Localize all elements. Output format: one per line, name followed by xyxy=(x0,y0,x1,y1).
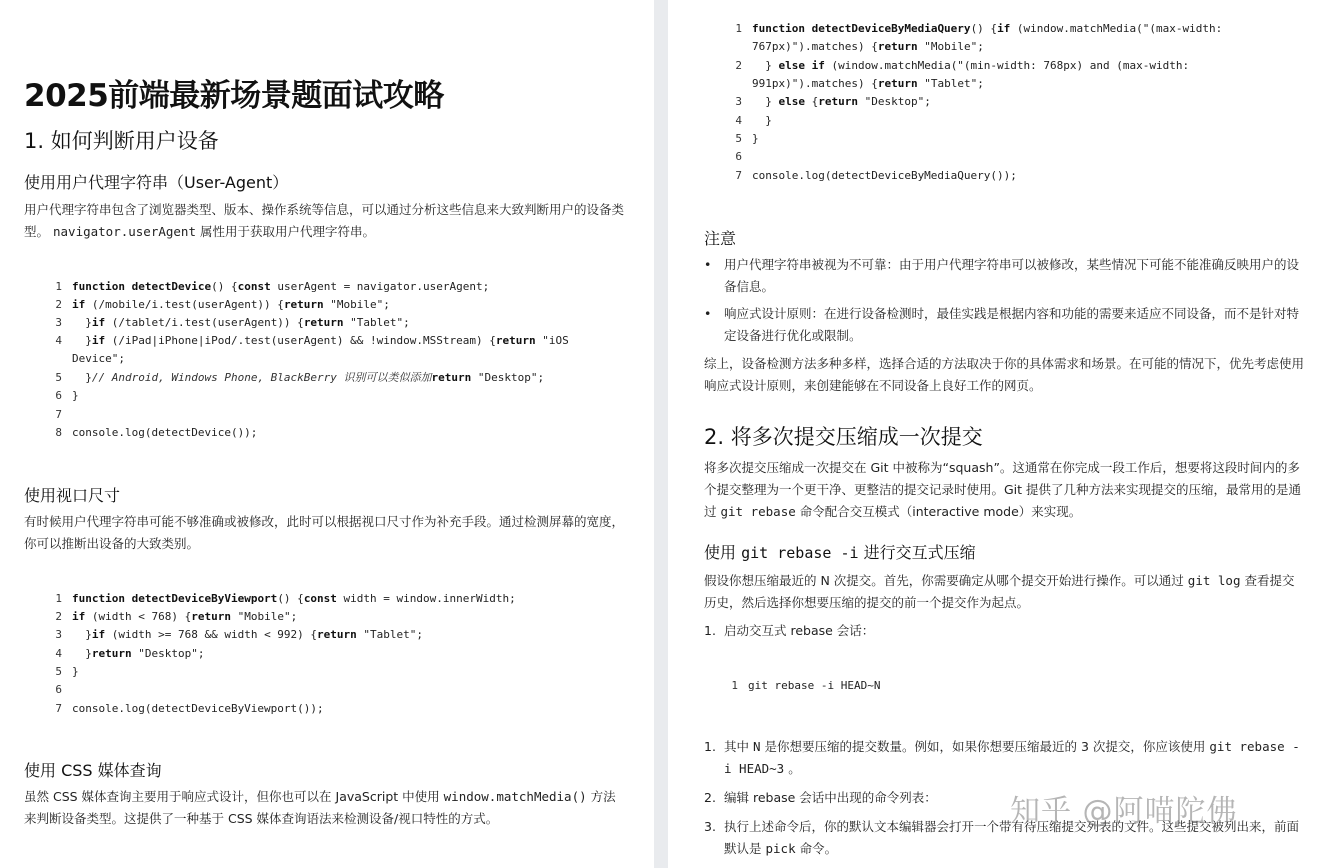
inline-code: window.matchMedia() xyxy=(443,789,587,804)
code-block-detect-device: 1 function detectDevice() {const userAgent = navigator.userAgent; 2 if (/mobile/i.test(userAgent)) {return "Mobile"; 3 }if (/tablet/i.test(userAgent)) {return "Tablet"; 4 }if (/iPad|iPhone|iPod/.test(userAgent) && !window.MSStream) {return "iOS Device"; 5 }// Android, Windows Phone, BlackBerry 识别可以类似添加return "Desktop"; 6 } 7 8 console.log(detectDevice()); xyxy=(55,280,569,439)
subheading-user-agent: 使用用户代理字符串（User-Agent） xyxy=(24,173,289,192)
code-block-detect-viewport: 1 function detectDeviceByViewport() {const width = window.innerWidth; 2 if (width < 768) {return "Mobile"; 3 }if (width >= 768 && width < 992) {return "Tablet"; 4 }return "Desktop"; 5 } 6 7 console.log(detectDeviceByViewport()); xyxy=(55,592,516,715)
paragraph-css-media-query: 虽然 CSS 媒体查询主要用于响应式设计，但你也可以在 JavaScript 中使用 window.matchMedia() 方法来判断设备类型。这提供了一种基于 CSS 媒体查询语法来检测设备/视口特性的方式。 xyxy=(24,789,616,826)
inline-code: git rebase -i xyxy=(741,544,859,562)
subheading-css-media-query: 使用 CSS 媒体查询 xyxy=(24,761,162,780)
subheading-git-rebase-interactive: 使用 git rebase -i 进行交互式压缩 xyxy=(704,543,976,562)
list-number: 2. xyxy=(704,790,716,805)
list-number: 1. xyxy=(704,623,716,638)
inline-code: N xyxy=(753,739,761,754)
note-bullet-item: • 用户代理字符串被视为不可靠：由于用户代理字符串可以被修改，某些情况下可能不能准确反映用户的设备信息。 xyxy=(704,254,1304,298)
paragraph-user-agent: 用户代理字符串包含了浏览器类型、版本、操作系统等信息，可以通过分析这些信息来大致判断用户的设备类型。 navigator.userAgent 属性用于获取用户代理字符串。 xyxy=(24,202,625,239)
ordered-list-item: 1. 启动交互式 rebase 会话： xyxy=(704,620,1304,642)
ordered-list-item: 2. 编辑 rebase 会话中出现的命令列表： xyxy=(704,787,1304,809)
paragraph-viewport: 有时候用户代理字符串可能不够准确或被修改，此时可以根据视口尺寸作为补充手段。通过检测屏幕的宽度，你可以推断出设备的大致类别。 xyxy=(24,514,625,551)
inline-code: navigator.userAgent xyxy=(53,224,196,239)
document-title: 2025前端最新场景题面试攻略 xyxy=(24,78,444,114)
inline-code: pick xyxy=(765,841,796,856)
code-block-git-rebase: 1 git rebase -i HEAD~N xyxy=(731,679,881,692)
ordered-list-item: 3. 执行上述命令后，你的默认文本编辑器会打开一个带有待压缩提交列表的文件。这些提交被列出来，前面默认是 pick 命令。 xyxy=(704,816,1304,860)
subheading-note: 注意 xyxy=(704,229,737,248)
bullet-dot: • xyxy=(704,306,712,321)
ordered-list-item: 1. 其中 N 是你想要压缩的提交数量。例如，如果你想要压缩最近的 3 次提交，你应该使用 git rebase -i HEAD~3 。 xyxy=(704,736,1304,780)
document-page-right xyxy=(668,0,1324,868)
inline-code: git rebase xyxy=(720,504,796,519)
bullet-dot: • xyxy=(704,257,712,272)
section-heading-git-squash: 2. 将多次提交压缩成一次提交 xyxy=(704,425,983,449)
inline-code: git log xyxy=(1187,573,1241,588)
inline-code: git rebase -i HEAD~3 xyxy=(724,739,1300,776)
section-heading-device-detection: 1. 如何判断用户设备 xyxy=(24,129,219,153)
paragraph-rebase-start: 假设你想压缩最近的 N 次提交。首先，你需要确定从哪个提交开始进行操作。可以通过 git log 查看提交历史，然后选择你想要压缩的提交的前一个提交作为起点。 xyxy=(704,573,1295,610)
document-page-left xyxy=(0,0,654,868)
paragraph-summary: 综上，设备检测方法多种多样，选择合适的方法取决于你的具体需求和场景。在可能的情况下，优先考虑使用响应式设计原则，来创建能够在不同设备上良好工作的网页。 xyxy=(704,356,1305,393)
list-number: 3. xyxy=(704,819,716,834)
note-bullet-item: • 响应式设计原则：在进行设备检测时，最佳实践是根据内容和功能的需要来适应不同设备，而不是针对特定设备进行优化或限制。 xyxy=(704,303,1304,347)
watermark-zhihu: 知乎 @阿喵陀佛 xyxy=(1010,794,1238,829)
subheading-viewport: 使用视口尺寸 xyxy=(24,486,121,505)
code-block-media-query: 1 function detectDeviceByMediaQuery() {if (window.matchMedia("(max-width: 767px)").matches) {return "Mobile"; 2 } else if (window.matchMedia("(min-width: 768px) and (max-width: 991px)").matches) {return "Tablet"; 3 } else {return "Desktop"; 4 } 5 } 6 7 console.log(detectDeviceByMediaQuery()); xyxy=(735,22,1223,182)
list-number: 1. xyxy=(704,739,716,754)
paragraph-squash-intro: 将多次提交压缩成一次提交在 Git 中被称为“squash”。这通常在你完成一段工作后，想要将这段时间内的多个提交整理为一个更干净、更整洁的提交记录时使用。Git 提供了几种方法来实现提交的压缩，最常用的是通过 git rebase 命令配合交互模式（interactive mode）来实现。 xyxy=(704,460,1302,519)
